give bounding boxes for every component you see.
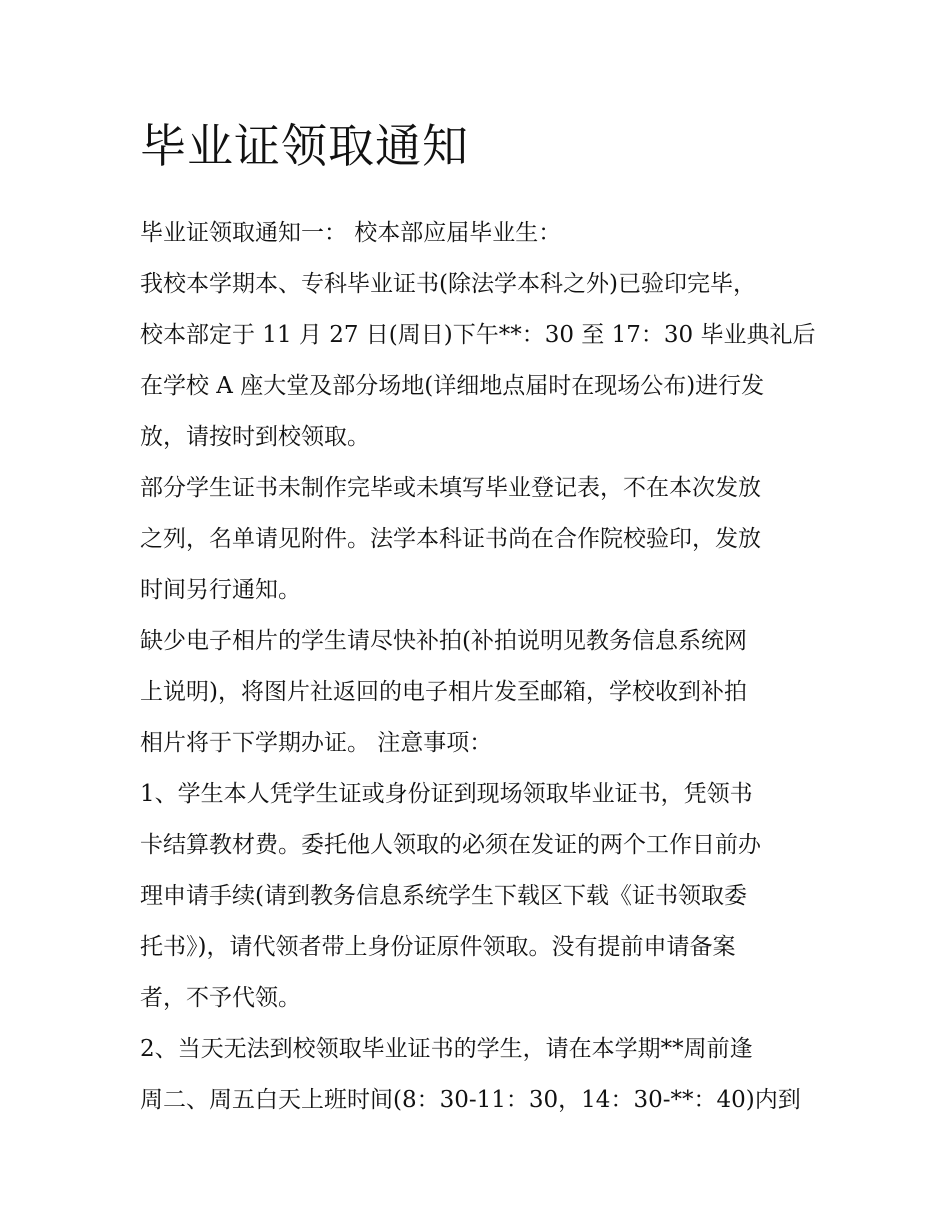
text-line: 时间另行通知。 xyxy=(140,577,301,603)
paragraph-schedule xyxy=(140,259,820,463)
text-line: 1、学生本人凭学生证或身份证到现场领取毕业证书，凭领书 xyxy=(140,781,753,807)
text-line: 我校本学期本、专科毕业证书(除法学本科之外)已验印完毕， xyxy=(140,271,756,297)
paragraph-exceptions xyxy=(140,463,820,616)
text-line: 在学校 A 座大堂及部分场地(详细地点届时在现场公布)进行发 xyxy=(140,373,765,399)
text-line: 2、当天无法到校领取毕业证书的学生，请在本学期**周前逢 xyxy=(140,1036,753,1062)
text-line: 放，请按时到校领取。 xyxy=(140,424,370,450)
paragraph-notice-2 xyxy=(140,1024,820,1126)
document-body xyxy=(140,208,820,1126)
text-line: 校本部定于 11 月 27 日(周日)下午**：30 至 17：30 毕业典礼后 xyxy=(140,322,816,348)
page-title: 毕业证领取通知 xyxy=(140,119,469,173)
text-line: 理申请手续(请到教务信息系统学生下载区下载《证书领取委 xyxy=(140,883,747,909)
text-line: 毕业证领取通知一： 校本部应届毕业生： xyxy=(140,220,562,246)
text-line: 缺少电子相片的学生请尽快补拍(补拍说明见教务信息系统网 xyxy=(140,628,747,654)
text-line: 者，不予代领。 xyxy=(140,985,301,1011)
text-line: 部分学生证书未制作完毕或未填写毕业登记表，不在本次发放 xyxy=(140,475,761,501)
paragraph-photos xyxy=(140,616,820,769)
text-line: 周二、周五白天上班时间(8：30-11：30，14：30-**：40)内到 xyxy=(140,1087,801,1113)
text-line: 卡结算教材费。委托他人领取的必须在发证的两个工作日前办 xyxy=(140,832,761,858)
paragraph-intro xyxy=(140,208,820,259)
paragraph-notice-1 xyxy=(140,769,820,1024)
text-line: 上说明)，将图片社返回的电子相片发至邮箱，学校收到补拍 xyxy=(140,679,747,705)
text-line: 托书》)，请代领者带上身份证原件领取。没有提前申请备案 xyxy=(140,934,736,960)
document-page xyxy=(140,112,820,1126)
text-line: 相片将于下学期办证。 注意事项： xyxy=(140,730,493,756)
text-line: 之列，名单请见附件。法学本科证书尚在合作院校验印，发放 xyxy=(140,526,761,552)
